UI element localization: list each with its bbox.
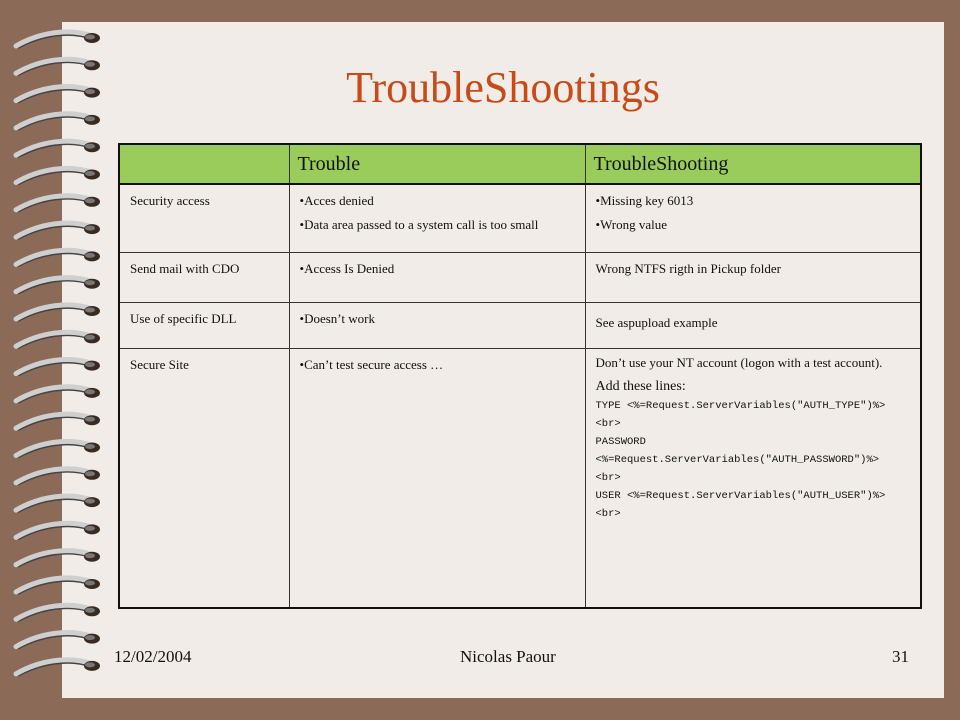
- row-trouble: [289, 302, 585, 348]
- spiral-ring: [16, 441, 100, 457]
- spiral-ring: [16, 633, 100, 649]
- table-row: [119, 252, 921, 302]
- code-line: <br>: [595, 507, 621, 520]
- fix-text: Don’t use your NT account (logon with a test account).: [595, 354, 883, 370]
- spiral-ring: [16, 414, 100, 430]
- trouble-bullet: • Acces denied: [300, 191, 577, 211]
- row-fix: [585, 302, 921, 348]
- trouble-bullet: • Data area passed to a system call is too small: [300, 215, 577, 235]
- spiral-ring: [16, 660, 100, 676]
- fix-bullet: • Missing key 6013: [596, 191, 913, 211]
- troubleshooting-table: [118, 143, 922, 609]
- row-fix: [585, 184, 921, 252]
- row-trouble: [289, 252, 585, 302]
- fix-add-label: Add these lines:: [595, 378, 686, 394]
- spiral-ring: [16, 332, 100, 348]
- spiral-ring: [16, 523, 100, 539]
- row-item: Send mail with CDO: [119, 252, 289, 302]
- spiral-ring: [16, 387, 100, 403]
- fix-text: See aspupload example: [595, 314, 718, 330]
- header-troubleshooting: TroubleShooting: [585, 144, 921, 184]
- table-header-row: [119, 144, 921, 184]
- row-fix: [585, 348, 921, 608]
- spiral-ring: [16, 141, 100, 157]
- row-item: Secure Site: [119, 348, 289, 608]
- trouble-bullet: • Can’t test secure access …: [300, 355, 577, 375]
- footer-date: 12/02/2004: [114, 647, 192, 666]
- spiral-ring: [16, 223, 100, 239]
- fix-bullet: • Wrong value: [596, 215, 913, 235]
- code-line: PASSWORD <%=Request.ServerVariables("AUTH_PASSWORD")%>: [595, 435, 880, 466]
- spiral-ring: [16, 305, 100, 321]
- table-row: [119, 184, 921, 252]
- table-row: [119, 348, 921, 608]
- spiral-ring: [16, 32, 100, 48]
- spiral-ring: [16, 469, 100, 485]
- table-row: [119, 302, 921, 348]
- trouble-bullet: • Access Is Denied: [300, 259, 577, 279]
- spiral-ring: [16, 114, 100, 130]
- row-trouble: [289, 184, 585, 252]
- spiral-ring: [16, 168, 100, 184]
- fix-text: Wrong NTFS rigth in Pickup folder: [595, 260, 781, 276]
- code-line: <br>: [595, 471, 621, 484]
- code-line: TYPE <%=Request.ServerVariables("AUTH_TYPE")%>: [595, 399, 886, 412]
- spiral-ring: [16, 605, 100, 621]
- spiral-ring: [16, 278, 100, 294]
- code-line: <br>: [595, 417, 621, 430]
- row-item: Use of specific DLL: [119, 302, 289, 348]
- header-item: [119, 144, 289, 184]
- header-trouble: Trouble: [289, 144, 585, 184]
- row-trouble: [289, 348, 585, 608]
- footer-author: Nicolas Paour: [460, 647, 556, 666]
- spiral-ring: [16, 551, 100, 567]
- code-line: USER <%=Request.ServerVariables("AUTH_USER")%>: [595, 489, 886, 502]
- row-fix: [585, 252, 921, 302]
- slide-title: TroubleShootings: [346, 63, 660, 112]
- spiral-ring: [16, 196, 100, 212]
- spiral-ring: [16, 496, 100, 512]
- trouble-bullet: • Doesn’t work: [300, 309, 577, 329]
- spiral-ring: [16, 360, 100, 376]
- footer-page-number: 31: [892, 647, 909, 666]
- spiral-ring: [16, 250, 100, 266]
- row-item: Security access: [119, 184, 289, 252]
- spiral-ring: [16, 578, 100, 594]
